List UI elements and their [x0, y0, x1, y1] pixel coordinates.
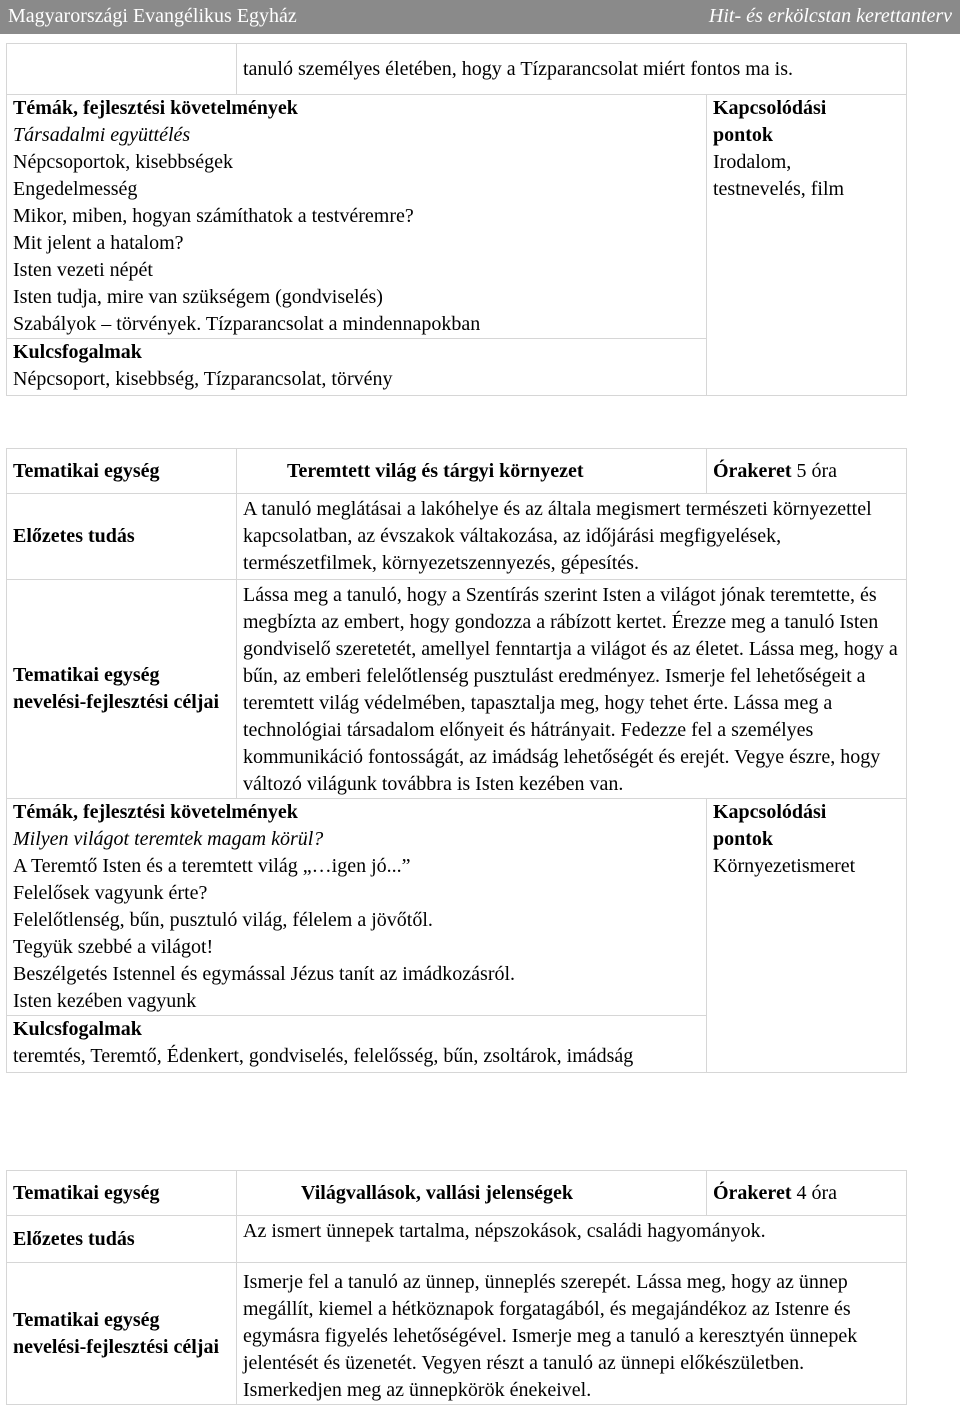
- unit1-hours-value: 5 óra: [796, 459, 838, 482]
- unit2-title: Világvallások, vallási jelenségek: [237, 1171, 707, 1216]
- unit1-goals-label: Tematikai egység nevelési-fejlesztési céljai: [7, 580, 237, 799]
- theme-line: Milyen világot teremtek magam körül?: [13, 828, 324, 850]
- unit1-keywords-text: teremtés, Teremtő, Édenkert, gondviselés, felelősség, bűn, zsoltárok, imádság: [13, 1045, 634, 1067]
- unit1-connections-text: Környezetismeret: [713, 855, 856, 877]
- unit1-connections-heading: Kapcsolódási pontok: [713, 801, 827, 850]
- carry-line: tanuló személyes életében, hogy a Tízparancsolat miért fontos ma is.: [237, 44, 907, 95]
- theme-line: A Teremtő Isten és a teremtett világ „…igen jó...”: [13, 855, 411, 877]
- unit1-prior-text: A tanuló meglátásai a lakóhelye és az általa megismert természeti környezettel kapcsolatban, az évszakok váltakozása, az időjárási megfigyelések, természetfilmek, környezetszennyezés, gépesítés.: [237, 494, 907, 580]
- unit1-hours-label: Órakeret: [713, 459, 792, 482]
- theme-line: Engedelmesség: [13, 178, 138, 200]
- keywords-cell: [7, 339, 707, 396]
- unit2-goals-row: [7, 1263, 907, 1405]
- header-church-name: Magyarországi Evangélikus Egyház: [8, 5, 297, 27]
- unit1-title-row: [7, 449, 907, 494]
- theme-line: Beszélgetés Istennel és egymással Jézus tanít az imádkozásról.: [13, 963, 516, 985]
- theme-line: Népcsoportok, kisebbségek: [13, 151, 233, 173]
- unit1-themes-list: [13, 826, 700, 1015]
- theme-line: Isten vezeti népét: [13, 259, 153, 281]
- unit2-title-row: [7, 1171, 907, 1216]
- unit2-hours: [707, 1171, 907, 1216]
- unit1-goals-text: Lássa meg a tanuló, hogy a Szentírás szerint Isten a világot jónak teremtette, és megbízta az embert, hogy gondozza a rábízott kertet. Érezze meg a tanuló Isten gondviselő szeretetét, amellyel fenntartja a világot és az életet. Lássa meg, hogy a bűn, az emberi felelőtlenség pusztulást eredményez. Ismerje fel lehetőségeit a teremtett világ védelmében, tapasztalja meg, hogy tehet érte. Lássa meg a technológiai társadalom előnyeit és hátrányait. Fedezze fel a személyes kommunikáció fontosságát, az imádság lehetőségét és erejét. Vegye észre, hogy változó világunk továbbra is Isten kezében van.: [237, 580, 907, 799]
- header-curriculum-title: Hit- és erkölcstan kerettanterv: [708, 5, 952, 27]
- unit1-themes-row: [7, 799, 907, 1016]
- theme-line: Isten tudja, mire van szükségem (gondviselés): [13, 286, 383, 308]
- connections-heading: Kapcsolódási pontok: [713, 97, 827, 146]
- themes-row: [7, 95, 907, 339]
- unit1-keywords-heading: Kulcsfogalmak: [13, 1018, 142, 1040]
- theme-line: Tegyük szebbé a világot!: [13, 936, 214, 958]
- unit1-label: Tematikai egység: [7, 449, 237, 494]
- unit1-prior-row: [7, 494, 907, 580]
- themes-cell: [7, 95, 707, 339]
- top-unit-table: [6, 43, 907, 396]
- theme-line: Isten kezében vagyunk: [13, 990, 197, 1012]
- unit1-table: [6, 448, 907, 1073]
- theme-line: Mit jelent a hatalom?: [13, 232, 184, 254]
- unit2-label: Tematikai egység: [7, 1171, 237, 1216]
- carry-row: [7, 44, 907, 95]
- keywords-text: Népcsoport, kisebbség, Tízparancsolat, törvény: [13, 368, 393, 390]
- unit2-goals-label: Tematikai egység nevelési-fejlesztési céljai: [7, 1263, 237, 1405]
- unit1-title: Teremtett világ és tárgyi környezet: [237, 449, 707, 494]
- unit2-hours-value: 4 óra: [796, 1181, 838, 1204]
- theme-line: Szabályok – törvények. Tízparancsolat a mindennapokban: [13, 313, 481, 335]
- theme-line: Felelősek vagyunk érte?: [13, 882, 208, 904]
- unit2-table: [6, 1170, 907, 1405]
- unit1-keywords-row: [7, 1016, 907, 1073]
- themes-heading: Témák, fejlesztési követelmények: [13, 97, 298, 119]
- theme-line: Társadalmi együttélés: [13, 124, 191, 146]
- theme-line: Mikor, miben, hogyan számíthatok a testvéremre?: [13, 205, 414, 227]
- unit2-prior-label: Előzetes tudás: [7, 1216, 237, 1263]
- unit1-keywords-cell: [7, 1016, 907, 1073]
- unit2-goals-text: Ismerje fel a tanuló az ünnep, ünneplés szerepét. Lássa meg, hogy az ünnep megállít, kiemel a hétköznapok forgatagából, és megajándékoz az Istenre és egymásra figyelés lehetőségével. Ismerje meg a tanuló a keresztyén ünnepek jelentését és üzenetét. Vegyen részt a tanuló az ünnepi előkészületben. Ismerkedjen meg az ünnepkörök énekeivel.: [237, 1263, 907, 1405]
- unit2-prior-row: [7, 1216, 907, 1263]
- unit1-themes-cell: [7, 799, 707, 1016]
- unit1-goals-row: [7, 580, 907, 799]
- theme-line: Felelőtlenség, bűn, pusztuló világ, félelem a jövőtől.: [13, 909, 433, 931]
- unit2-prior-text: Az ismert ünnepek tartalma, népszokások, családi hagyományok.: [237, 1216, 907, 1263]
- connections-text: Irodalom, testnevelés, film: [713, 151, 845, 200]
- unit1-themes-heading: Témák, fejlesztési követelmények: [13, 801, 298, 823]
- unit2-hours-label: Órakeret: [713, 1181, 792, 1204]
- unit1-hours: [707, 449, 907, 494]
- page-header: [0, 0, 960, 34]
- themes-list: [13, 122, 700, 338]
- unit1-prior-label: Előzetes tudás: [7, 494, 237, 580]
- connections-cell: [707, 95, 907, 396]
- keywords-heading: Kulcsfogalmak: [13, 341, 142, 363]
